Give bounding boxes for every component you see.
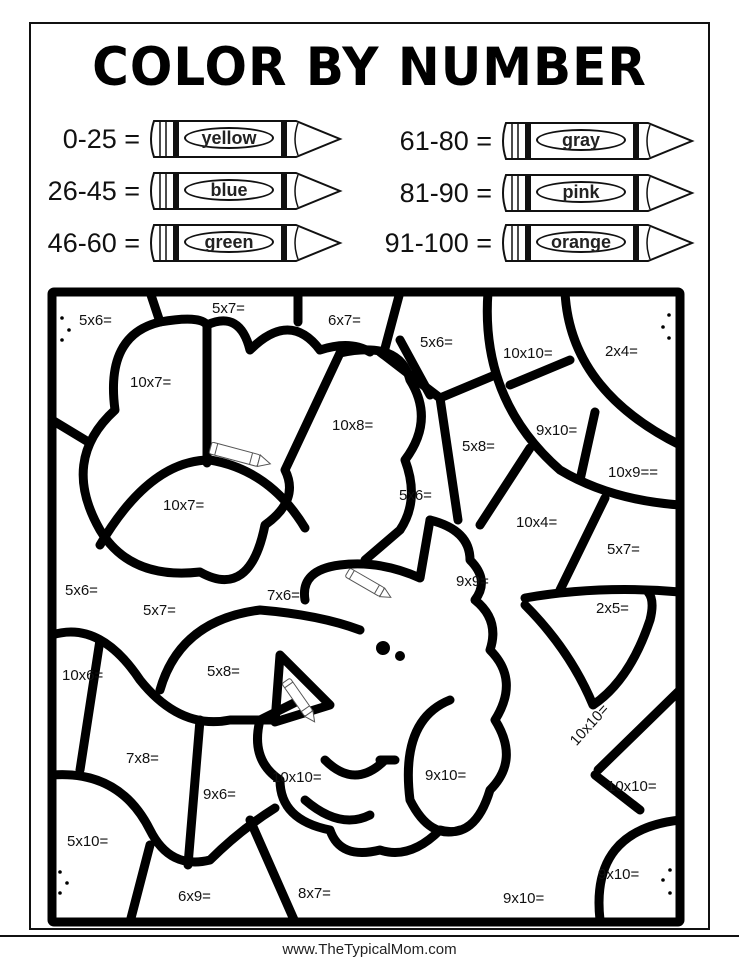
region-label: 5x6= [79, 312, 112, 329]
region-label: 5x7= [212, 300, 245, 317]
region-label: 8x7= [298, 885, 331, 902]
crayon-label: pink [536, 181, 626, 203]
crayon-label: blue [184, 179, 274, 201]
key-range: 26-45 = [47, 175, 140, 206]
region-label: 10x10= [503, 345, 553, 362]
eye-dot-icon [395, 651, 405, 661]
region-label: 6x7= [328, 312, 361, 329]
region-label: 9x10= [425, 767, 467, 784]
region-label: 5x6= [399, 487, 432, 504]
region-label: 7x6= [267, 587, 300, 604]
region-label: 10x6= [62, 667, 104, 684]
region-label: 9x10= [536, 422, 578, 439]
region-label: 5x8= [207, 663, 240, 680]
region-label: 10x9== [608, 464, 659, 481]
region-label: 2x5= [596, 600, 629, 617]
crayon-label: gray [536, 129, 626, 151]
region-label: 9x6= [203, 786, 236, 803]
region-label: 10x8= [332, 417, 374, 434]
crayon-label: orange [536, 231, 626, 253]
region-label: 5x10= [67, 833, 109, 850]
region-label: 9x10= [598, 866, 640, 883]
key-range: 61-80 = [399, 125, 492, 156]
region-label: 10x10= [272, 769, 322, 786]
region-label: 9x10= [503, 890, 545, 907]
region-label: 5x6= [65, 582, 98, 599]
region-label: 10x10= [566, 700, 613, 750]
key-range: 46-60 = [47, 227, 140, 258]
footer-divider [0, 935, 739, 937]
region-label: 9x9= [456, 573, 489, 590]
crayon-label: green [184, 231, 274, 253]
region-label: 5x7= [607, 541, 640, 558]
region-label: 5x8= [462, 438, 495, 455]
region-label: 5x7= [143, 602, 176, 619]
region-label: 10x7= [163, 497, 205, 514]
region-label: 10x4= [516, 514, 558, 531]
footer-url: www.TheTypicalMom.com [282, 941, 457, 958]
region-label: 10x10= [607, 778, 657, 795]
region-label: 5x6= [420, 334, 453, 351]
crayon-label: yellow [184, 127, 274, 149]
region-label: 7x8= [126, 750, 159, 767]
page-title: COLOR BY NUMBER [92, 36, 647, 98]
region-label: 10x7= [130, 374, 172, 391]
key-range: 91-100 = [384, 227, 492, 258]
region-label: 6x9= [178, 888, 211, 905]
key-range: 81-90 = [399, 177, 492, 208]
eye-dot-icon [376, 641, 390, 655]
region-label: 2x4= [605, 343, 638, 360]
key-range: 0-25 = [62, 123, 140, 154]
